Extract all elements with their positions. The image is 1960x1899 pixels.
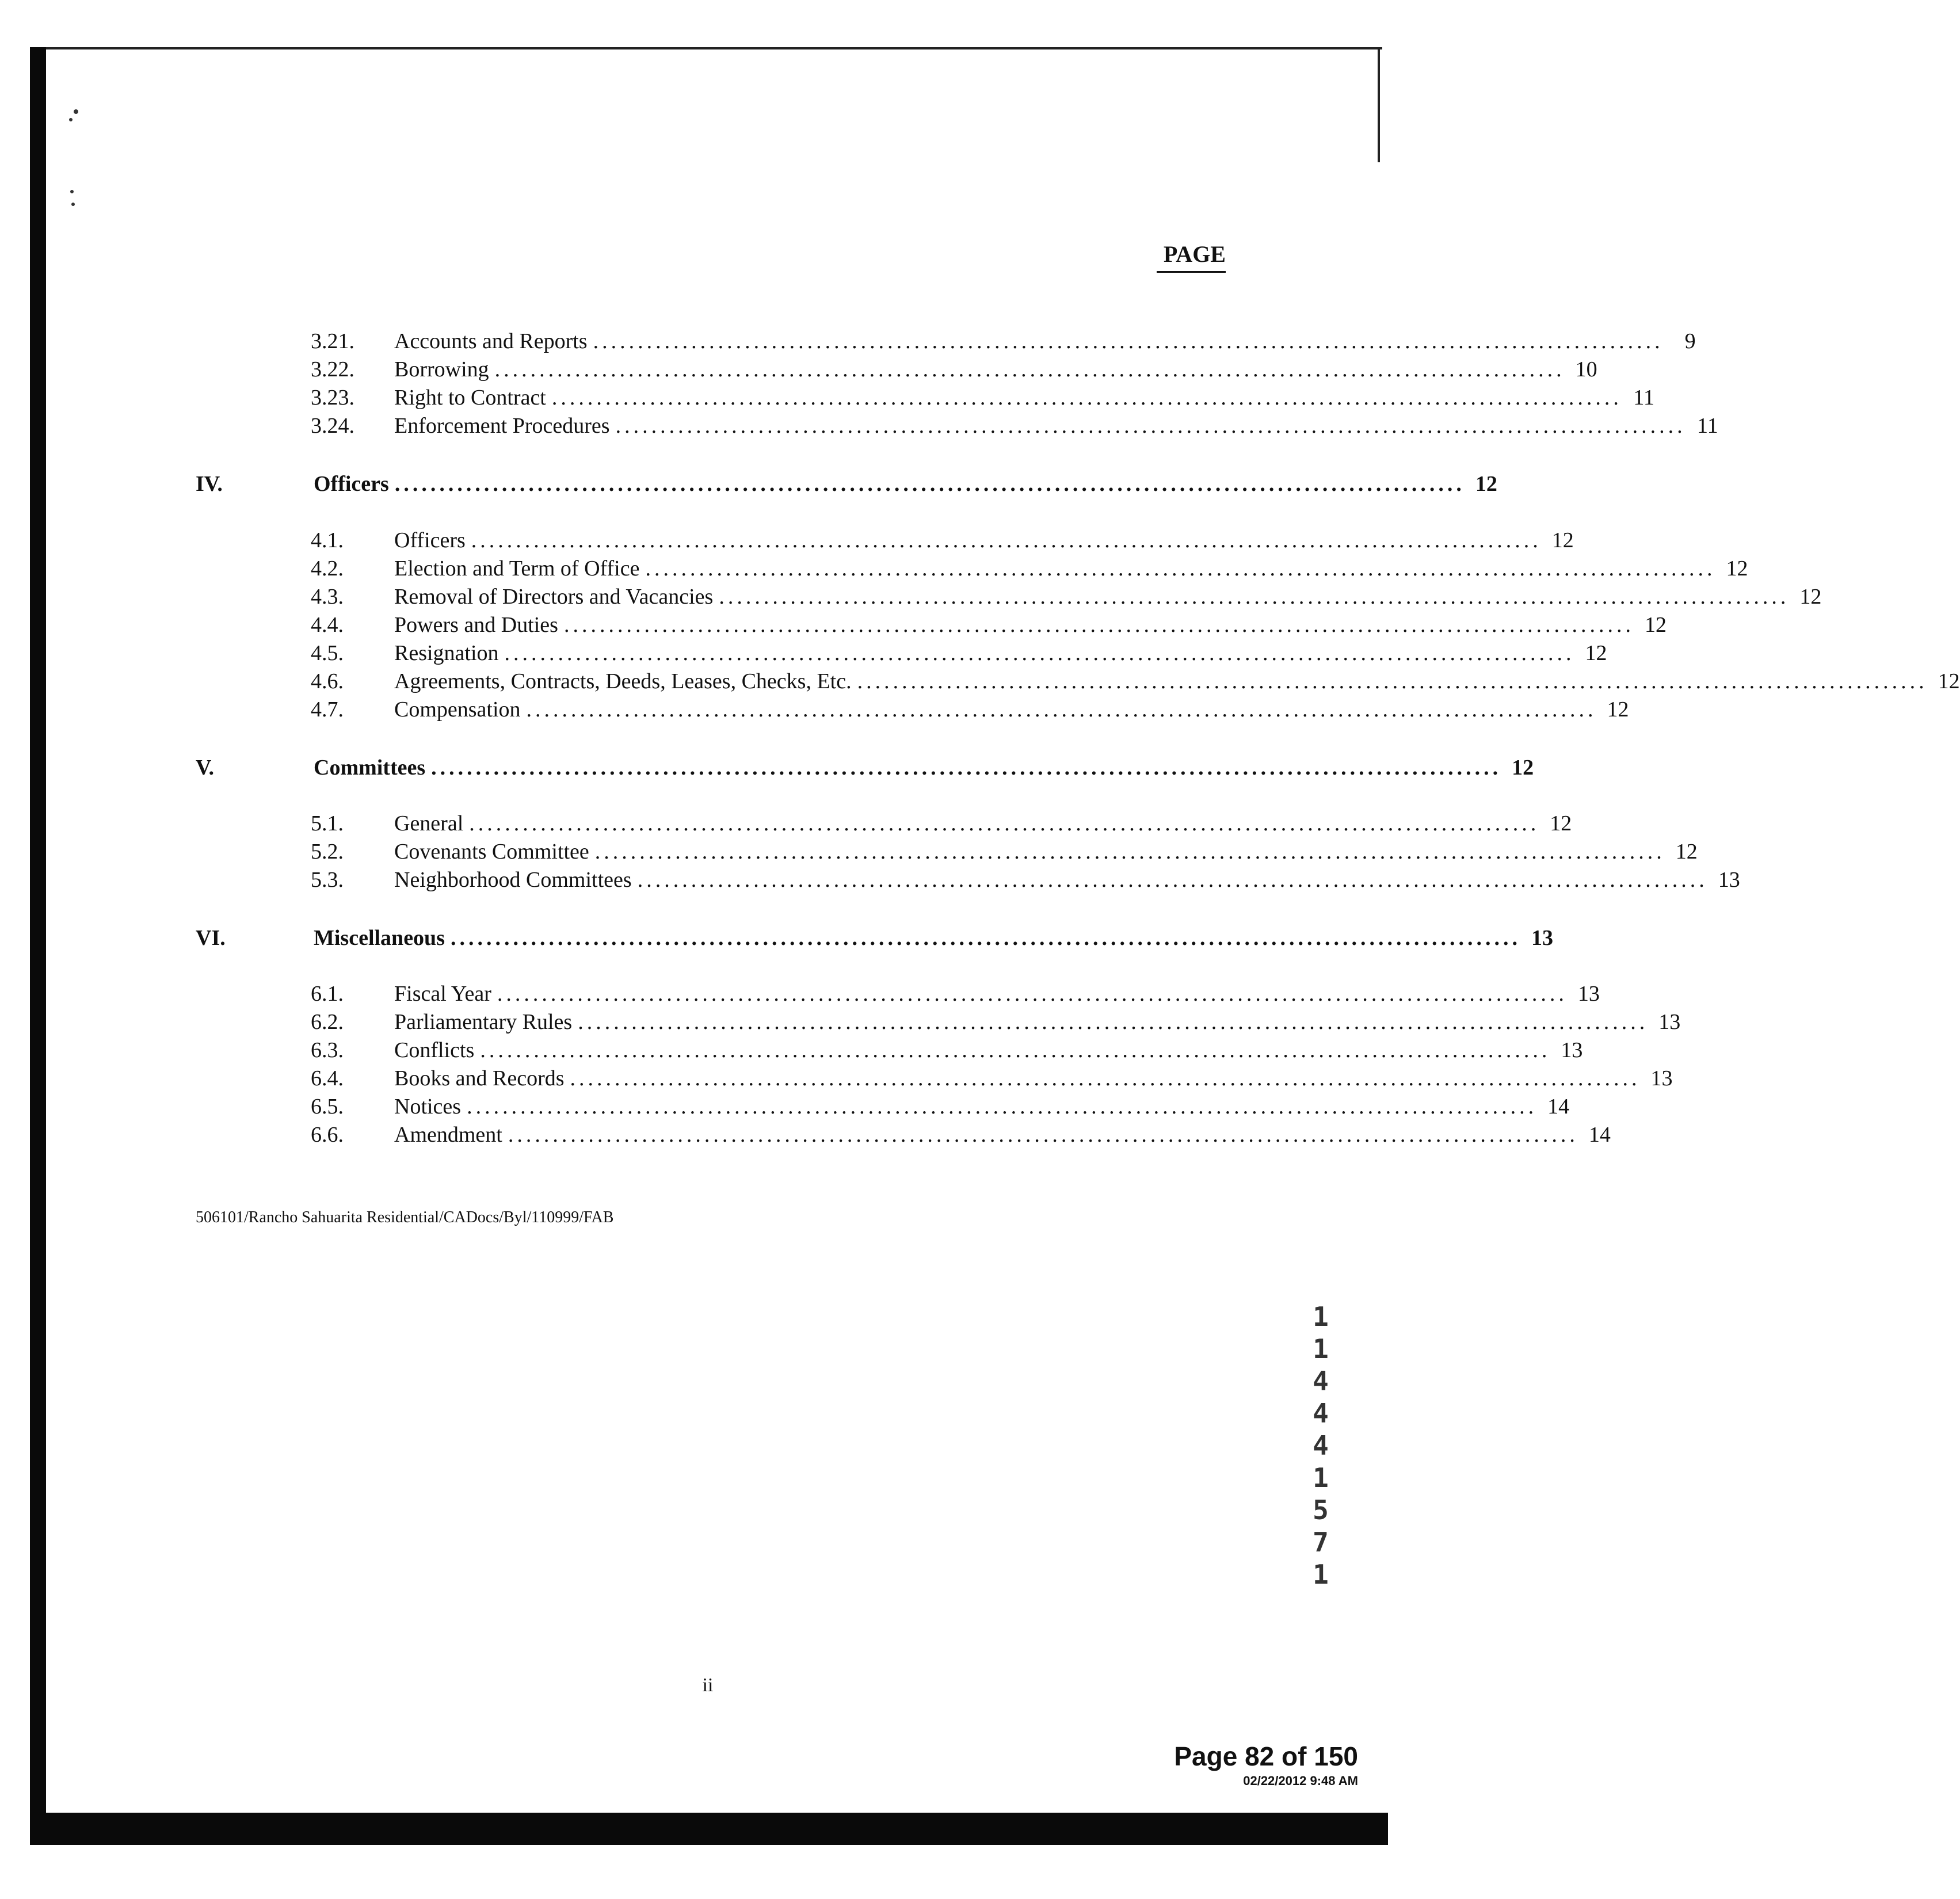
entry-title: Borrowing (394, 357, 489, 382)
section-page: 12 (1512, 756, 1534, 780)
entry-page: 12 (1607, 697, 1629, 722)
entry-title: Fiscal Year (394, 982, 491, 1006)
entry-number: 6.6. (311, 1123, 344, 1147)
entry-page: 14 (1588, 1123, 1611, 1147)
section-number: V. (196, 756, 215, 780)
dot-leader: ........................................................................................................................ (480, 1038, 1551, 1062)
entry-title: Conflicts (394, 1038, 475, 1062)
toc-section (196, 754, 1534, 781)
entry-page: 12 (1726, 556, 1748, 581)
page-count-stamp: Page 82 of 150 (1174, 1741, 1358, 1771)
toc-entry (311, 696, 1629, 723)
section-page: 13 (1531, 926, 1553, 950)
entry-number: 6.1. (311, 982, 344, 1006)
dot-leader: ........................................................................................................................ (508, 1123, 1578, 1147)
dot-leader: ........................................................................................................................ (431, 756, 1502, 780)
section-title: Officers (314, 472, 389, 496)
dot-leader: ........................................................................................................................ (857, 669, 1928, 693)
margin-digit: 1 (1313, 1333, 1329, 1364)
scan-border-right (1378, 47, 1380, 162)
toc-entry (311, 413, 1718, 439)
entry-page: 13 (1577, 982, 1600, 1006)
dot-leader: ........................................................................................................................ (578, 1010, 1649, 1034)
margin-digit: 1 (1313, 1559, 1329, 1590)
dot-leader: ........................................................................................................................ (615, 414, 1686, 438)
dot-leader: ........................................................................................................................ (467, 1095, 1538, 1119)
dot-leader: ........................................................................................................................ (593, 329, 1664, 353)
dot-leader: ........................................................................................................................ (645, 556, 1716, 581)
entry-page: 9 (1684, 329, 1696, 353)
dot-leader: ........................................................................................................................ (469, 811, 1540, 836)
dot-leader: ........................................................................................................................ (563, 613, 1634, 637)
entry-number: 4.7. (311, 697, 344, 722)
entry-title: Right to Contract (394, 386, 546, 410)
scan-border-bottom (30, 1813, 1388, 1845)
toc-entry (311, 838, 1698, 865)
entry-page: 12 (1799, 585, 1822, 609)
dot-leader: ........................................................................................................................ (504, 641, 1575, 665)
entry-title: Election and Term of Office (394, 556, 640, 581)
entry-number: 4.2. (311, 556, 344, 581)
scan-border-top (30, 47, 1382, 49)
toc-section (196, 925, 1553, 951)
entry-page: 10 (1575, 357, 1597, 382)
entry-title: Agreements, Contracts, Deeds, Leases, Checks, Etc. (394, 669, 852, 693)
margin-digit: 1 (1313, 1301, 1329, 1332)
toc-entry (311, 356, 1597, 383)
section-page: 12 (1475, 472, 1497, 496)
toc-entry (311, 384, 1654, 411)
toc-entry (311, 555, 1748, 582)
dot-leader: ........................................................................................................................ (551, 386, 1622, 410)
margin-digit: 1 (1313, 1462, 1329, 1493)
dot-leader: ........................................................................................................................ (394, 472, 1465, 496)
entry-number: 4.3. (311, 585, 344, 609)
section-title: Miscellaneous (314, 926, 445, 950)
timestamp-stamp: 02/22/2012 9:48 AM (1243, 1774, 1358, 1788)
entry-title: Compensation (394, 697, 521, 722)
entry-number: 6.5. (311, 1095, 344, 1119)
margin-digit: 4 (1313, 1398, 1329, 1429)
scan-speck (69, 118, 73, 121)
entry-page: 12 (1675, 840, 1698, 864)
toc-entry (311, 981, 1600, 1007)
entry-number: 4.1. (311, 528, 344, 552)
margin-recording-number (1306, 1301, 1335, 1591)
entry-number: 3.22. (311, 357, 354, 382)
toc-entry (311, 1037, 1583, 1063)
entry-number: 6.2. (311, 1010, 344, 1034)
page-column-heading: PAGE (1157, 241, 1226, 273)
entry-title: Accounts and Reports (394, 329, 588, 353)
toc-entry (311, 640, 1607, 666)
dot-leader: ........................................................................................................................ (471, 528, 1542, 552)
entry-number: 4.5. (311, 641, 344, 665)
toc-entry (311, 612, 1667, 638)
scan-speck (71, 203, 75, 206)
entry-title: Covenants Committee (394, 840, 589, 864)
dot-leader: ........................................................................................................................ (450, 926, 1521, 950)
dot-leader: ........................................................................................................................ (497, 982, 1568, 1006)
section-title: Committees (314, 756, 426, 780)
margin-digit: 7 (1313, 1527, 1329, 1558)
dot-leader: ........................................................................................................................ (570, 1066, 1641, 1090)
toc-entry (311, 1093, 1570, 1120)
toc-entry (311, 1009, 1681, 1035)
entry-number: 6.4. (311, 1066, 344, 1090)
section-number: VI. (196, 926, 226, 950)
entry-page: 12 (1644, 613, 1667, 637)
entry-number: 5.3. (311, 868, 344, 892)
entry-page: 12 (1551, 528, 1574, 552)
entry-page: 12 (1585, 641, 1607, 665)
entry-number: 6.3. (311, 1038, 344, 1062)
toc-section (196, 471, 1497, 497)
entry-number: 4.6. (311, 669, 344, 693)
dot-leader: ........................................................................................................................ (494, 357, 1565, 382)
toc-entry (311, 867, 1740, 893)
entry-title: General (394, 811, 464, 836)
entry-page: 13 (1718, 868, 1740, 892)
entry-title: Amendment (394, 1123, 502, 1147)
entry-number: 5.1. (311, 811, 344, 836)
entry-page: 14 (1547, 1095, 1570, 1119)
entry-title: Books and Records (394, 1066, 565, 1090)
dot-leader: ........................................................................................................................ (594, 840, 1665, 864)
toc-entry (311, 668, 1960, 695)
entry-number: 4.4. (311, 613, 344, 637)
entry-title: Enforcement Procedures (394, 414, 610, 438)
entry-number: 5.2. (311, 840, 344, 864)
entry-page: 11 (1696, 414, 1718, 438)
entry-page: 12 (1938, 669, 1960, 693)
toc-entry (311, 1065, 1673, 1092)
scan-speck (70, 190, 74, 193)
entry-number: 3.23. (311, 386, 354, 410)
dot-leader: ........................................................................................................................ (637, 868, 1708, 892)
page-number-roman: ii (702, 1675, 714, 1696)
toc-entry (311, 584, 1822, 610)
toc-entry (311, 810, 1572, 837)
entry-number: 3.24. (311, 414, 354, 438)
dot-leader: ........................................................................................................................ (719, 585, 1790, 609)
entry-page: 11 (1633, 386, 1654, 410)
scan-speck (74, 109, 78, 114)
toc-entry (311, 328, 1696, 354)
toc-entry (311, 1122, 1611, 1148)
entry-title: Resignation (394, 641, 499, 665)
entry-title: Notices (394, 1095, 462, 1119)
entry-title: Parliamentary Rules (394, 1010, 573, 1034)
section-number: IV. (196, 472, 223, 496)
entry-page: 13 (1650, 1066, 1673, 1090)
entry-page: 12 (1550, 811, 1572, 836)
entry-title: Officers (394, 528, 466, 552)
document-path: 506101/Rancho Sahuarita Residential/CADocs/Byl/110999/FAB (196, 1208, 614, 1226)
entry-title: Removal of Directors and Vacancies (394, 585, 714, 609)
entry-title: Powers and Duties (394, 613, 558, 637)
entry-page: 13 (1561, 1038, 1583, 1062)
margin-digit: 4 (1313, 1430, 1329, 1461)
entry-number: 3.21. (311, 329, 354, 353)
scan-border-left (30, 47, 46, 1843)
entry-title: Neighborhood Committees (394, 868, 632, 892)
toc-entry (311, 527, 1574, 554)
dot-leader: ........................................................................................................................ (526, 697, 1597, 722)
entry-page: 13 (1658, 1010, 1681, 1034)
margin-digit: 5 (1313, 1494, 1329, 1526)
margin-digit: 4 (1313, 1366, 1329, 1397)
